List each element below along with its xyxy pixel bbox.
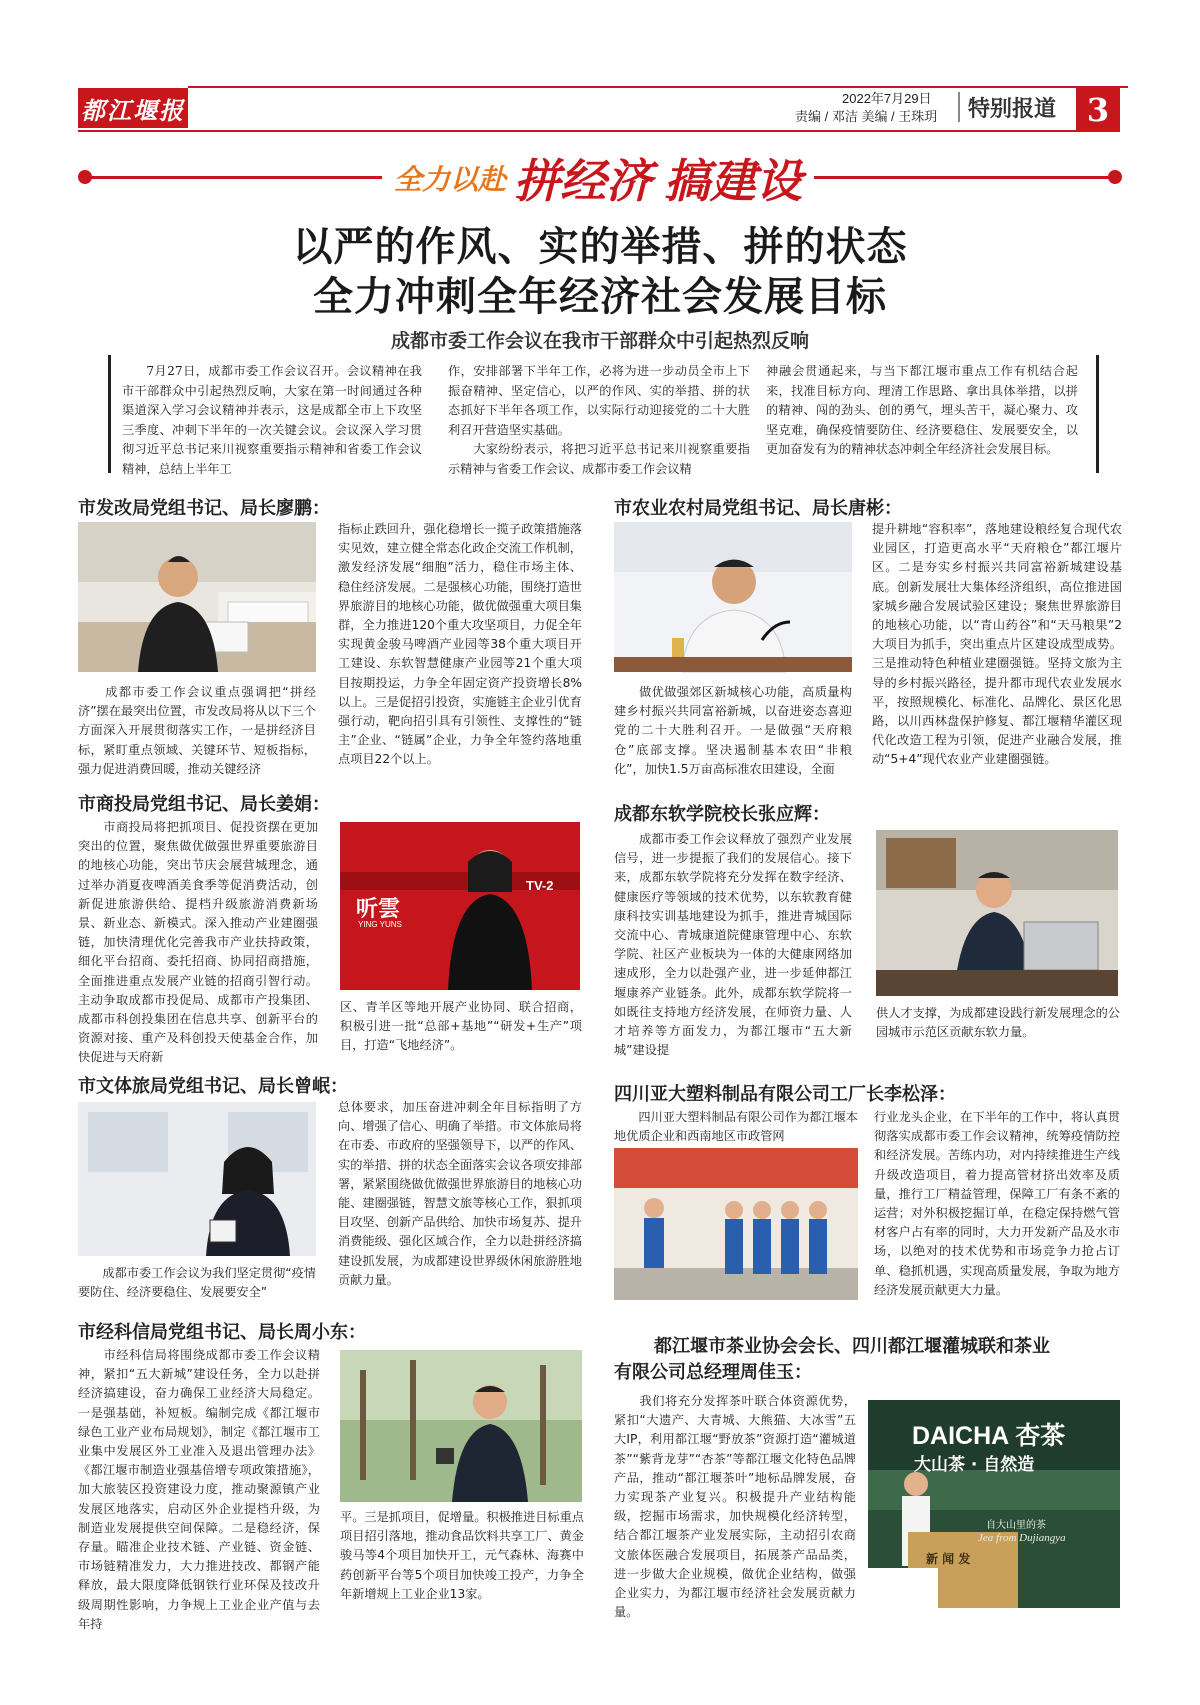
main-headline	[100, 222, 1100, 322]
photo-8-sign: DAICHA 杏茶	[912, 1422, 1066, 1450]
article-8-title-line-2: 有限公司总经理周佳玉：	[614, 1362, 812, 1383]
campaign-banner	[382, 148, 814, 208]
article-8-body: 我们将充分发挥茶叶联合体资源优势，紧扣“大遗产、大青城、大熊猫、大冰雪”五大IP，利用都江堰“野放茶”资源打造“灌城道茶”“紫背龙芽”“杏茶”等都江堰文化特色品牌产品，推动“都江堰茶叶”地标品牌发展，奋力实现茶产业复兴。积极提升产业结构能级，挖掘市场需求，加快规模化经济转型，结合都江堰茶产业发展实际，主动招引农商文旅体医融合发展项目，拓展茶产品品类，进一步做大企业规模，做优企业结构，做强企业实力，为都江堰市经济社会发展贡献力量。	[614, 1394, 856, 1620]
article-4-title: 成都东软学院校长张应辉：	[614, 804, 830, 825]
banner-part-3: 搞建设	[664, 154, 803, 208]
article-7-tail: 平。三是抓项目，促增量。积极推进目标重点项目招引落地，推动食品饮料共享工厂、黄金骏马等4个项目加快开工，元气森林、海赛中药创新平台等5个项目加快竣工投产，力争全年新增规上工业企业13家。	[340, 1510, 584, 1601]
photo-8-sign-sub: 大山茶 · 自然造	[914, 1455, 1035, 1475]
issue-date: 2022年7月29日	[842, 91, 932, 106]
article-6-tail: 行业龙头企业，在下半年的工作中，将认真贯彻落实成都市委工作会议精神，统筹疫情防控和经济发展。苦练内功，对内持续推进生产线升级改造项目，着力提高管材挤出效率及质量，推行工厂精益管理，保障工厂有条不紊的运营；对外积极挖掘订单，在稳定保持燃气管材客户占有率的同时，大力开发新产品及水市场，以绝对的技术优势和市场竞争力抢占订单、稳抓机遇，实现高质量发展，争取为地方经济发展贡献更大力量。	[874, 1110, 1120, 1297]
article-6-body: 四川亚大塑料制品有限公司作为都江堰本地优质企业和西南地区市政管网	[614, 1110, 858, 1144]
article-5-body: 总体要求，加压奋进冲刺全年目标指明了方向、增强了信心、明确了举措。市文体旅局将在市委、市政府的坚强领导下，以严的作风、实的举措、拼的状态全面落实会议各项安排部署，紧紧围绕做优做强世界旅游目的地核心功能、建圈强链，智慧文旅等核心工作，狠抓项目攻坚、创新产品供给、加快市场复苏、提升消费能级、强化区域合作，全力以赴拼经济搞建设抓发展，为成都建设世界级休闲旅游胜地贡献力量。	[338, 1100, 582, 1287]
article-6-photo	[614, 1148, 858, 1300]
article-1-body: 指标止跌回升，强化稳增长一揽子政策措施落实见效，建立健全常态化政企交流工作机制，激发经济发展“细胞”活力，稳住市场主体、稳住经济发展。二是强核心功能，围绕打造世界旅游目的地核心功能，做优做强重大项目集群，全力推进120个重大攻坚项目，力促全年实现黄金骏马啤酒产业园等38个重大项目开工建设、东软智慧健康产业园等21个重大项目按期投运，力争全年固定资产投资增长8%以上。三是促招引投资，实施链主企业引优育强行动，靶向招引具有引领性、支撑性的“链主”企业、“链属”企业，力争全年签约落地重点项目22个以上。	[338, 522, 582, 767]
article-4-tail: 供人才支撑，为成都建设践行新发展理念的公园城市示范区贡献东软力量。	[876, 1006, 1120, 1040]
photo-8-pinyin: Jea from Dujiangya	[978, 1532, 1066, 1544]
section-name: 特别报道	[968, 96, 1057, 121]
article-1-caption: 成都市委工作会议重点强调把“拼经济”摆在最突出位置，市发改局将从以下三个方面深入开展贯彻落实工作，一是拼经济目标，紧盯重点领域、关键环节、短板指标，强力促进消费回暖，推动关键经济	[78, 685, 316, 776]
article-3-photo	[340, 822, 580, 990]
article-2-caption: 做优做强郊区新城核心功能，高质量构建乡村振兴共同富裕新城，以奋进姿态喜迎党的二十大胜利召开。一是做强“天府粮仓”底部支撑。坚决遏制基本农田“非粮化”，加快1.5万亩高标准农田建设，全面	[614, 685, 852, 776]
photo-8-sign-small: 自大山里的茶	[986, 1520, 1046, 1531]
photo-3-tv: TV-2	[526, 878, 554, 893]
article-3-tail: 区、青羊区等地开展产业协同、联合招商，积极引进一批“总部+基地”“研发+生产”项目，打造“飞地经济”。	[340, 1000, 582, 1053]
photo-3-sign-sub: YING YUNS	[358, 920, 402, 929]
article-8-photo	[868, 1400, 1120, 1608]
article-2-body: 提升耕地“容积率”，落地建设粮经复合现代农业园区，打造更高水平“天府粮仓”都江堰片区。二是夯实乡村振兴共同富裕新城建设基底。创新发展壮大集体经济组织，高位推进国家城乡融合发展试验区建设；聚焦世界旅游目的地核心功能，以“青山药谷”和“天马粮果”2大项目为抓手，突出重点片区建设成型成势。三是推动特色种植业建圈强链。坚持文旅为主导的乡村振兴路径，提升都市现代农业发展水平，按照规模化、标准化、品牌化、景区化思路，以川西林盘保护修复、都江堰精华灌区现代化改造工程为引领，促进产业融合发展，推动“5+4”现代农业产业建圈强链。	[872, 522, 1122, 767]
article-8-title	[614, 1334, 1124, 1386]
intro-col-1: 7月27日，成都市委工作会议召开。会议精神在我市干部群众中引起热烈反响，大家在第一时间通过各种渠道深入学习会议精神并表示，这是成都全市上下攻坚三季度、冲刺下半年的一次关键会议。会议深入学习贯彻习近平总书记来川视察重要指示精神和省委工作会议精神，总结上半年工	[122, 364, 422, 476]
article-1-title: 市发改局党组书记、局长廖鹏：	[78, 498, 330, 519]
article-3-body: 市商投局将把抓项目、促投资摆在更加突出的位置，聚焦做优做强世界重要旅游目的地核心功能，突出节庆会展营城理念，通过举办消夏夜啤酒美食季等促消费活动，创新促进旅游供给、提档升级旅游消费新场景、新业态、新模式。深入推动产业建圈强链，加快清理优化完善我市产业扶持政策，细化平台招商、委托招商、协同招商措施，全面推进重点发展产业链的招商引智行动。主动争取成都市投促局、成都市产投集团、成都市科创投集团在信息共享、创新平台的资源对接、重产及科创投天使基金合作，加快促进与天府新	[78, 820, 318, 1065]
article-2-photo	[614, 522, 852, 672]
masthead-top-rule	[188, 86, 1128, 88]
masthead-bottom-rule	[78, 130, 1120, 132]
photo-8-podium: 新 闻 发	[926, 1552, 971, 1566]
banner-dot-left	[78, 170, 92, 184]
photo-3-sign: 听雲	[356, 896, 401, 922]
article-6-title: 四川亚大塑料制品有限公司工厂长李松泽：	[614, 1084, 956, 1105]
banner-part-2: 拼经济	[514, 154, 653, 208]
article-4-photo	[876, 830, 1118, 996]
article-3-title: 市商投局党组书记、局长姜娟：	[78, 794, 330, 815]
masthead-divider	[958, 92, 960, 122]
article-4-body: 成都市委工作会议释放了强烈产业发展信号，进一步提振了我们的发展信心。接下来，成都东软学院将充分发挥在数字经济、健康医疗等领域的技术优势，以东软教育健康科技实训基地建设为抓手，推进青城国际交流中心、青城康道院健康管理中心、东软学院、社区产业板块为一体的大健康网络加速成形，全力以赴强产业，进一步延伸都江堰康养产业链条。此外，成都东软学院将一如既往支持地方经济发展，在师资力量、人才培养等方面发力，为都江堰市“五大新城”建设提	[614, 832, 852, 1058]
article-5-photo	[78, 1102, 316, 1256]
article-5-title: 市文体旅局党组书记、局长曾岷：	[78, 1076, 348, 1097]
editor-credits: 责编 / 邓洁 美编 / 王珠玥	[795, 109, 938, 124]
headline-line-1: 以严的作风、实的举措、拼的状态	[292, 224, 908, 270]
article-7-title: 市经科信局党组书记、局长周小东：	[78, 1322, 366, 1343]
article-8-title-line-1: 都江堰市茶业协会会长、四川都江堰灌城联和茶业	[654, 1336, 1050, 1357]
intro-col-2: 作，安排部署下半年工作，必将为进一步动员全市上下振奋精神、坚定信心，以严的作风、实的举措、拼的状态抓好下半年各项工作，以实际行动迎接党的二十大胜利召开营造坚实基础。 大家纷纷表示，将把习近平总书记来川视察重要指示精神与省委工作会议、成都市委工作会议精	[448, 364, 750, 476]
banner-part-1: 全力以赴	[394, 163, 507, 196]
intro-col-3: 神融会贯通起来，与当下都江堰市重点工作有机结合起来，找准目标方向、理清工作思路、拿出具体举措，以拼的精神、闯的劲头、创的勇气，埋头苦干，凝心聚力、攻坚克难，确保疫情要防住、经济要稳住、发展要安全，以更加奋发有为的精神状态冲刺全年经济社会发展目标。	[766, 364, 1078, 456]
sub-headline: 成都市委工作会议在我市干部群众中引起热烈反响	[390, 330, 809, 352]
newspaper-logo: 都江堰报	[78, 88, 188, 128]
banner-dot-right	[1108, 170, 1122, 184]
page-number: 3	[1076, 88, 1120, 132]
article-2-title: 市农业农村局党组书记、局长唐彬：	[614, 498, 902, 519]
article-7-body: 市经科信局将围绕成都市委工作会议精神，紧扣“五大新城”建设任务，全力以赴拼经济搞建设，奋力确保工业经济大局稳定。一是强基础，补短板。编制完成《都江堰市绿色工业产业布局规划》，制定《都江堰市工业集中发展区外工业准入及退出管理办法》《都江堰市制造业强基倍增专项政策措施》，加大旅装区投资建设力度，推动聚源镇产业发展区地落实，启动区外企业提档升级，为制造业发展提供空间保障。二是稳经济，保存量。瞄准企业技术链、产业链、资金链、市场链精准发力，大力推进技改、都钢产能释放，最大限度降低钢铁行业环保及技改升级周期性影响，力争规上工业企业产值与去年持	[78, 1348, 320, 1631]
headline-line-2: 全力冲刺全年经济社会发展目标	[313, 274, 887, 320]
article-1-photo	[78, 522, 316, 672]
article-7-photo	[340, 1350, 582, 1502]
article-5-caption: 成都市委工作会议为我们坚定贯彻“疫情要防住、经济要稳住、发展要安全”	[78, 1266, 316, 1300]
